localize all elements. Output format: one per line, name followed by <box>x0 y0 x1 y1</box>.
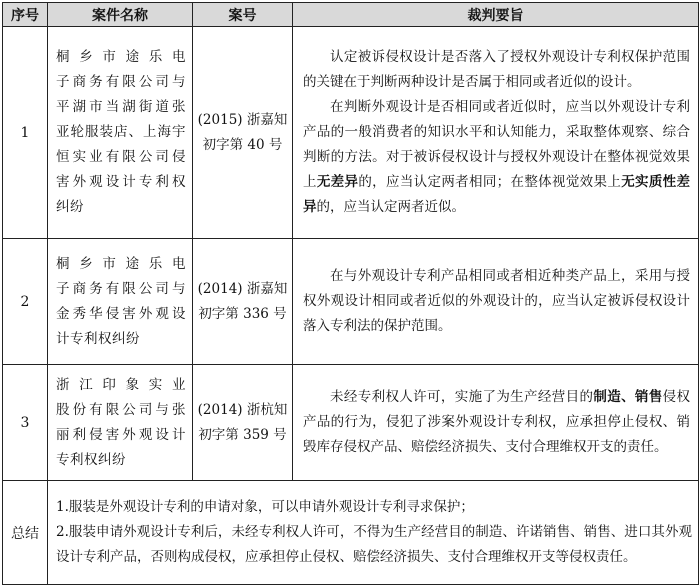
header-case-no: 案号 <box>193 3 293 27</box>
case-name <box>48 365 193 481</box>
ruling-summary <box>293 27 699 239</box>
row-no: 3 <box>3 365 48 481</box>
table-row <box>3 239 699 365</box>
ruling-summary <box>293 239 699 365</box>
case-name-line: 股份有限公司与张 <box>56 401 186 418</box>
summary-item: 1.服装是外观设计专利的申请对象，可以申请外观设计专利寻求保护； <box>56 499 474 515</box>
ruling-text: 的，应当认定两者近似。 <box>316 199 465 215</box>
case-name-line: 浙江印象实业 <box>56 376 186 393</box>
case-table <box>2 2 699 585</box>
case-name-line: 纠纷 <box>56 199 84 215</box>
case-name-line: 计专利权纠纷 <box>56 330 140 347</box>
ruling-emphasis: 制造、销售 <box>593 389 663 405</box>
case-name-line: 桐乡市途乐电 <box>56 49 186 65</box>
case-name-line: 平湖市当湖街道张 <box>56 99 186 115</box>
case-name-line: 恒实业有限公司侵 <box>56 149 186 165</box>
case-name <box>48 239 193 365</box>
case-name-line: 桐乡市途乐电 <box>56 255 186 272</box>
case-number-line: 初字第 336 号 <box>198 305 287 322</box>
case-number-line: (2015) 浙嘉知 <box>197 111 288 128</box>
ruling-text: 未经专利权人许可，实施了为生产经营目的 <box>330 389 594 405</box>
ruling-text: 的，应当认定两者相同；在整体视觉效果上 <box>358 174 622 190</box>
case-name-line: 丽利侵害外观设计 <box>56 426 186 443</box>
row-no: 1 <box>3 27 48 239</box>
ruling-paragraph: 认定被诉侵权设计是否落入了授权外观设计专利权保护范围的关键在于判断两种设计是否属于相同或者近似的设计。 <box>303 49 690 90</box>
ruling-text: 在判断外观设计是否相同或者近似时，应当以外观设计专利产品的一般消费者的知识水平和认知能力，采取整体观察、综合判断的方法。对于被诉侵权设计与授权外观设计在整体视觉效果上 <box>303 99 690 190</box>
case-name-line: 专利权纠纷 <box>56 451 126 468</box>
case-name-line: 子商务有限公司与 <box>56 74 186 90</box>
case-name-line: 子商务有限公司与 <box>56 280 186 297</box>
case-number-line: 初字第 359 号 <box>198 426 287 443</box>
ruling-paragraph: 在与外观设计专利产品相同或者相近种类产品上，采用与授权外观设计相同或者近似的外观设计的，应当认定被诉侵权设计落入专利法的保护范围。 <box>303 268 690 334</box>
header-no: 序号 <box>3 3 48 27</box>
header-rule: 裁判要旨 <box>293 3 699 27</box>
ruling-text: 侵权产品的行为，侵犯了涉案外观设计专利权，应承担停止侵权、销毁库存侵权产品、赔偿经济损失、支付合理维权开支的责任。 <box>303 389 691 455</box>
summary-label: 总结 <box>3 481 48 585</box>
case-number <box>193 365 293 481</box>
ruling-paragraph <box>303 95 690 220</box>
case-number <box>193 27 293 239</box>
case-name <box>48 27 193 239</box>
ruling-summary <box>293 365 699 481</box>
summary-row <box>3 481 699 585</box>
row-no: 2 <box>3 239 48 365</box>
ruling-paragraph <box>303 385 690 460</box>
table-row <box>3 365 699 481</box>
summary-item: 2.服装申请外观设计专利后，未经专利权人许可，不得为生产经营目的制造、许诺销售、销售、进口其外观设计专利产品，否则构成侵权，应承担停止侵权、赔偿经济损失、支付合理维权开支等侵权责任。 <box>56 524 692 565</box>
case-number <box>193 239 293 365</box>
case-number-line: (2014) 浙杭知 <box>197 401 288 418</box>
header-row <box>3 3 699 27</box>
table-row <box>3 27 699 239</box>
ruling-emphasis: 无差异 <box>316 174 359 190</box>
case-name-line: 亚轮服装店、上海宇 <box>56 124 186 140</box>
case-number-line: (2014) 浙嘉知 <box>197 280 288 297</box>
case-name-line: 金秀华侵害外观设 <box>56 305 186 322</box>
header-name: 案件名称 <box>48 3 193 27</box>
summary-content <box>48 481 699 585</box>
case-number-line: 初字第 40 号 <box>202 136 283 153</box>
case-name-line: 害外观设计专利权 <box>56 174 186 190</box>
ruling-emphasis: 无实质性差异 <box>303 174 691 215</box>
